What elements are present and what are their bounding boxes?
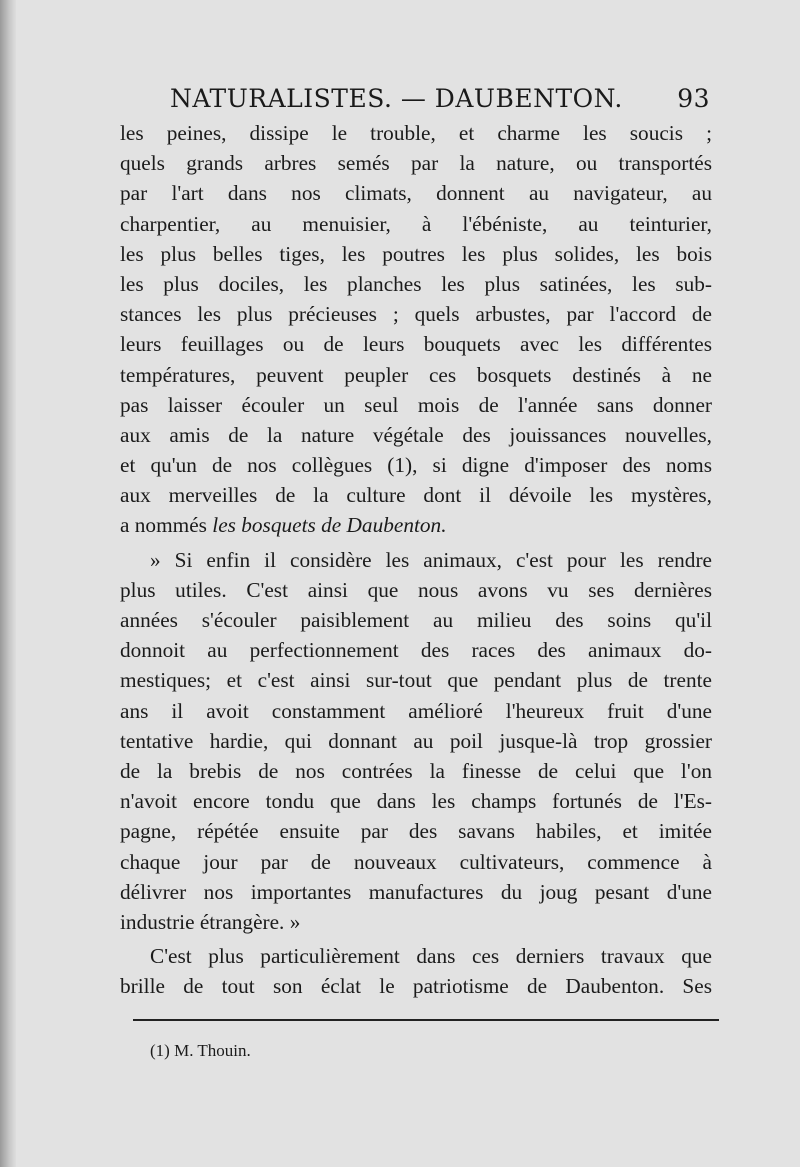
text-line: par l'art dans nos climats, donnent au navigateur, au <box>120 181 712 206</box>
text-line: les plus belles tiges, les poutres les plus solides, les bois <box>120 241 712 266</box>
running-header <box>170 84 710 113</box>
text-line-prefix: a nommés <box>120 513 213 538</box>
text-line: quels grands arbres semés par la nature, ou transportés <box>120 151 712 176</box>
paragraph-line: de la brebis de nos contrées la finesse de celui que l'on <box>120 758 712 783</box>
paragraph-line: industrie étrangère. » <box>120 909 301 934</box>
page-binding-edge <box>0 0 16 1167</box>
paragraph-line: pagne, répétée ensuite par des savans habiles, et imitée <box>120 819 712 844</box>
text-line: températures, peuvent peupler ces bosquets destinés à ne <box>120 362 712 387</box>
italic-title: les bosquets de Daubenton. <box>212 513 447 538</box>
text-line: les peines, dissipe le trouble, et charme les soucis ; <box>120 121 712 145</box>
paragraph-line: » Si enfin il considère les animaux, c'est pour les rendre <box>150 547 712 572</box>
paragraph-line: donnoit au perfectionnement des races des animaux do- <box>120 638 712 663</box>
footnote: (1) M. Thouin. <box>150 1041 251 1060</box>
running-header-title: NATURALISTES. — DAUBENTON. <box>170 84 623 113</box>
page-number: 93 <box>677 84 710 113</box>
paragraph-line: années s'écouler paisiblement au milieu des soins qu'il <box>120 608 712 632</box>
paragraph-line: délivrer nos importantes manufactures du joug pesant d'une <box>120 879 712 904</box>
paragraph-line: ans il avoit constamment amélioré l'heureux fruit d'une <box>120 698 712 723</box>
paragraph-line: C'est plus particulièrement dans ces derniers travaux que <box>150 944 712 969</box>
paragraph-line: tentative hardie, qui donnant au poil jusque-là trop grossier <box>120 728 712 753</box>
text-line: aux merveilles de la culture dont il dévoile les mystères, <box>120 483 712 508</box>
paragraph-line: plus utiles. C'est ainsi que nous avons vu ses dernières <box>120 577 712 602</box>
body-text <box>120 118 712 1001</box>
paragraph-line: mestiques; et c'est ainsi sur-tout que pendant plus de trente <box>120 668 712 693</box>
text-line: pas laisser écouler un seul mois de l'année sans donner <box>120 392 712 417</box>
text-line: et qu'un de nos collègues (1), si digne d'imposer des noms <box>120 453 712 478</box>
text-line: stances les plus précieuses ; quels arbustes, par l'accord de <box>120 302 712 327</box>
text-line: aux amis de la nature végétale des jouissances nouvelles, <box>120 422 712 447</box>
text-line: charpentier, au menuisier, à l'ébéniste, au teinturier, <box>120 211 712 236</box>
paragraph-line: chaque jour par de nouveaux cultivateurs, commence à <box>120 849 712 874</box>
text-line: les plus dociles, les planches les plus satinées, les sub- <box>120 271 712 296</box>
text-line: leurs feuillages ou de leurs bouquets avec les différentes <box>120 332 712 357</box>
paragraph-line: brille de tout son éclat le patriotisme de Daubenton. Ses <box>120 974 712 999</box>
text-line-named <box>120 510 712 540</box>
paragraph-line: n'avoit encore tondu que dans les champs fortunés de l'Es- <box>120 789 712 814</box>
footnote-rule <box>133 1019 719 1021</box>
